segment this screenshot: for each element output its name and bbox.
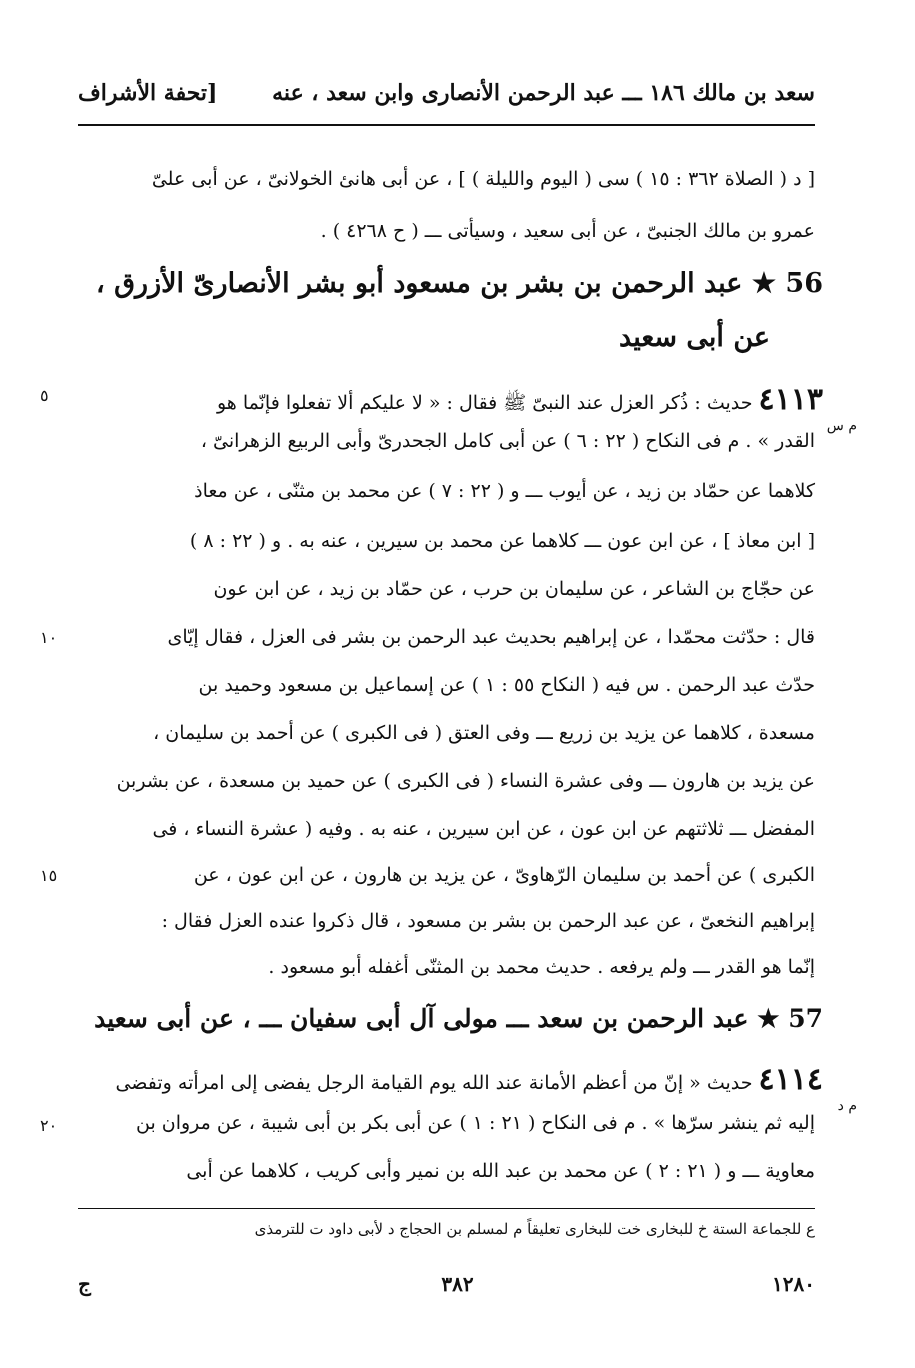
text-line: كلاهما عن حمّاد بن زيد ، عن أيوب ـــ و ( ٢٢ : ٧ ) عن محمد بن مثنّى ، عن معاذ bbox=[194, 480, 815, 502]
section-56-title bbox=[96, 268, 823, 299]
hadith-text: حديث « إنّ من أعظم الأمانة عند الله يوم القيامة الرجل يفضى إلى امرأته وتفضى bbox=[115, 1072, 753, 1094]
signature-mark: ج bbox=[78, 1272, 91, 1296]
text-line: الكبرى ) عن أحمد بن سليمان الرّهاوىّ ، عن يزيد بن هارون ، عن ابن عون ، عن bbox=[193, 864, 815, 886]
page-number-center: ٣٨٢ bbox=[441, 1272, 474, 1296]
hadith-4113-first-line bbox=[217, 382, 823, 419]
margin-line-number: ١٥ bbox=[40, 866, 58, 885]
text-line: عمرو بن مالك الجنبىّ ، عن أبى سعيد ، وسيأتى ـــ ( ح ٤٢٦٨ ) . bbox=[320, 220, 815, 242]
text-line: القدر » . م فى النكاح ( ٢٢ : ٦ ) عن أبى كامل الجحدرىّ وأبى الربيع الزهرانىّ ، bbox=[200, 430, 815, 452]
sigla-4113: م س bbox=[826, 418, 857, 434]
hadith-number: ٤١١٤ bbox=[758, 1062, 823, 1097]
text-line: إنّما هو القدر ـــ ولم يرفعه . حديث محمد بن المثنّى أغفله أبو مسعود . bbox=[268, 956, 815, 978]
header-rule bbox=[78, 124, 815, 126]
text-line: [ د ( الصلاة ٣٦٢ : ١٥ ) سى ( اليوم والليلة ) ] ، عن أبى هانئ الخولانىّ ، عن أبى علىّ bbox=[151, 168, 815, 190]
section-heading: عبد الرحمن بن سعد ـــ مولى آل أبى سفيان ـــ ، عن أبى سعيد bbox=[94, 1004, 749, 1033]
text-line: مسعدة ، كلاهما عن يزيد بن زريع ـــ وفى العتق ( فى الكبرى ) عن أحمد بن سليمان ، bbox=[153, 722, 815, 744]
section-number: 57 ★ bbox=[757, 1004, 823, 1033]
section-number: 56 ★ bbox=[751, 268, 823, 299]
hadith-number: ٤١١٣ bbox=[758, 382, 823, 417]
hadith-4114-first-line bbox=[115, 1062, 823, 1097]
margin-line-number: ٢٠ bbox=[40, 1116, 58, 1135]
running-header bbox=[78, 80, 815, 120]
text-line: [ ابن معاذ ] ، عن ابن عون ـــ كلاهما عن محمد بن سيرين ، عنه به . و ( ٢٢ : ٨ ) bbox=[189, 530, 815, 552]
text-line: إبراهيم النخعىّ ، عن عبد الرحمن بن بشر بن مسعود ، قال ذكروا عنده العزل فقال : bbox=[161, 910, 815, 932]
footnote-abbreviations: ع للجماعة الستة خ للبخارى خت للبخارى تعليقاً م لمسلم بن الحجاج د لأبى داود ت للترمذى bbox=[254, 1220, 815, 1238]
sigla-4114: م د bbox=[837, 1098, 857, 1114]
margin-line-number: ٥ bbox=[40, 386, 49, 405]
text-line: قال : حدّثت محمّدا ، عن إبراهيم بحديث عبد الرحمن بن بشر فى العزل ، فقال إيّاى bbox=[167, 626, 815, 648]
margin-line-number: ١٠ bbox=[40, 628, 58, 647]
text-line: حدّث عبد الرحمن . س فيه ( النكاح ٥٥ : ١ ) عن إسماعيل بن مسعود وحميد بن bbox=[198, 674, 815, 696]
text-line: إليه ثم ينشر سرّها » . م فى النكاح ( ٢١ : ١ ) عن أبى بكر بن أبى شيبة ، عن مروان بن bbox=[135, 1112, 815, 1134]
text-line: عن حجّاج بن الشاعر ، عن سليمان بن حرب ، عن حمّاد بن زيد ، عن ابن عون bbox=[213, 578, 815, 600]
text-line: معاوية ـــ و ( ٢١ : ٢ ) عن محمد بن عبد الله بن نمير وأبى كريب ، كلاهما عن أبى bbox=[186, 1160, 815, 1182]
footnote-rule bbox=[78, 1208, 815, 1209]
header-left: [تحفة الأشراف bbox=[78, 80, 218, 106]
section-56-title-cont: عن أبى سعيد bbox=[619, 322, 770, 353]
text-line: عن يزيد بن هارون ـــ وفى عشرة النساء ( فى الكبرى ) عن حميد بن مسعدة ، عن بشربن bbox=[116, 770, 815, 792]
hadith-text: حديث : ذُكر العزل عند النبىّ ﷺ فقال : « لا عليكم ألا تفعلوا فإنّما هو bbox=[216, 392, 753, 414]
header-right: سعد بن مالك ١٨٦ ـــ عبد الرحمن الأنصارى وابن سعد ، عنه bbox=[272, 80, 815, 106]
page-number-right: ١٢٨٠ bbox=[772, 1272, 815, 1296]
section-57-title bbox=[94, 1004, 823, 1033]
text-line: المفضل ـــ ثلاثتهم عن ابن عون ، عن ابن سيرين ، عنه به . وفيه ( عشرة النساء ، فى bbox=[152, 818, 815, 840]
section-heading: عبد الرحمن بن بشر بن مسعود أبو بشر الأنصارىّ الأزرق ، bbox=[95, 268, 743, 299]
